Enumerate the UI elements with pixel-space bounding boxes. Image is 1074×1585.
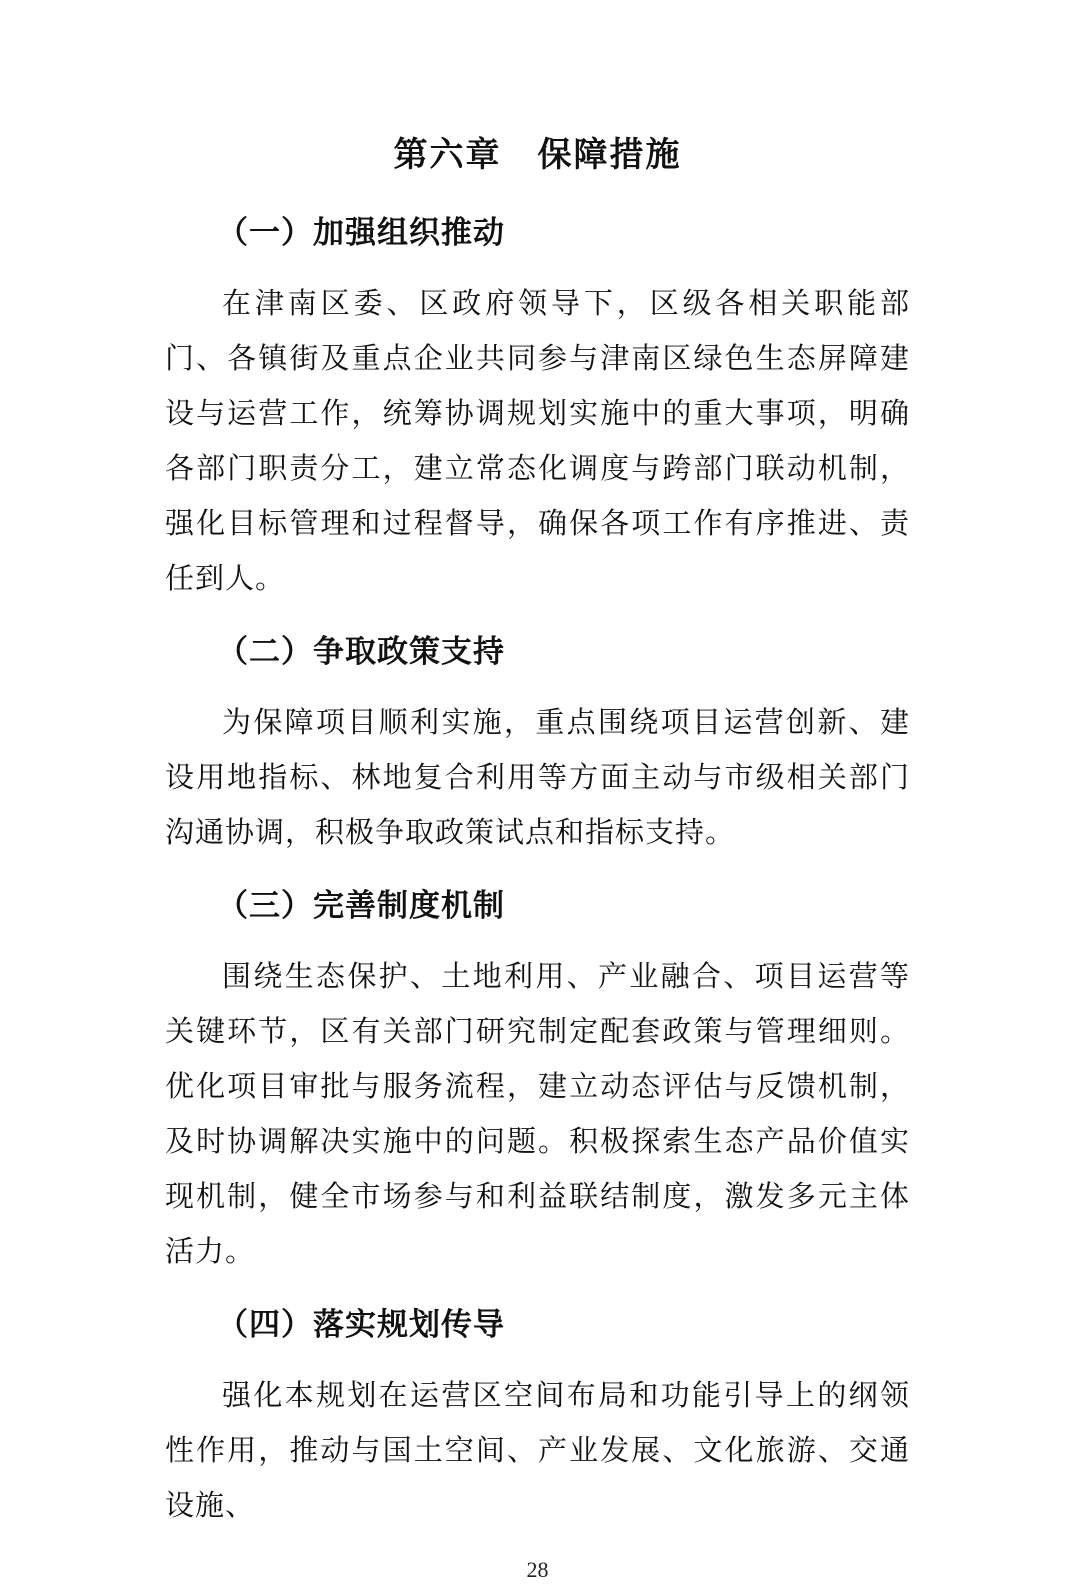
page-footer bbox=[165, 1555, 910, 1585]
section-paragraph: 围绕生态保护、土地利用、产业融合、项目运营等关键环节，区有关部门研究制定配套政策与管理细则。优化项目审批与服务流程，建立动态评估与反馈机制，及时协调解决实施中的问题。积极探索生态产品价值实现机制，健全市场参与和利益联结制度，激发多元主体活力。 bbox=[165, 961, 910, 1268]
section-organization bbox=[165, 205, 910, 607]
section-heading-2: （二）争取政策支持 bbox=[217, 634, 505, 669]
section-institutional-mechanism bbox=[165, 878, 910, 1280]
section-paragraph: 为保障项目顺利实施，重点围绕项目运营创新、建设用地指标、林地复合利用等方面主动与市级相关部门沟通协调，积极争取政策试点和指标支持。 bbox=[165, 707, 910, 849]
section-heading-3: （三）完善制度机制 bbox=[217, 888, 505, 923]
section-paragraph: 在津南区委、区政府领导下，区级各相关职能部门、各镇街及重点企业共同参与津南区绿色生态屏障建设与运营工作，统筹协调规划实施中的重大事项，明确各部门职责分工，建立常态化调度与跨部门联动机制，强化目标管理和过程督导，确保各项工作有序推进、责任到人。 bbox=[165, 288, 910, 595]
section-policy-support bbox=[165, 624, 910, 861]
section-heading-4: （四）落实规划传导 bbox=[217, 1307, 505, 1342]
section-planning-transmission bbox=[165, 1297, 910, 1534]
section-heading-1: （一）加强组织推动 bbox=[217, 215, 505, 250]
page-number: 28 bbox=[526, 1557, 549, 1582]
section-paragraph: 强化本规划在运营区空间布局和功能引导上的纲领性作用，推动与国土空间、产业发展、文化旅游、交通设施、 bbox=[165, 1380, 910, 1522]
chapter-title: 第六章 保障措施 bbox=[393, 136, 682, 174]
